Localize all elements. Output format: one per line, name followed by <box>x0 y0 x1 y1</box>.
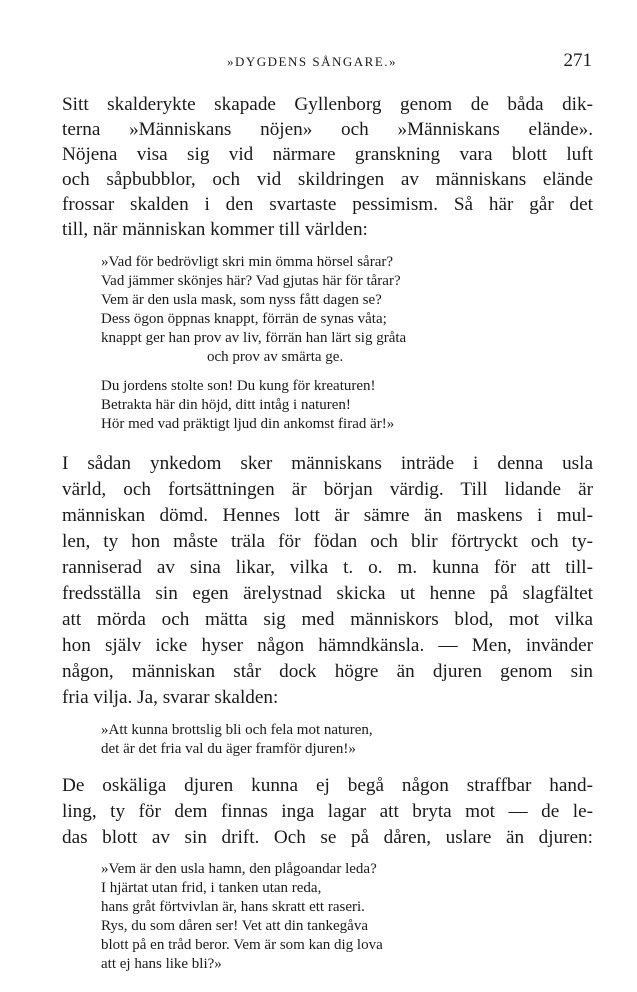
text-line: frossar skalden i den svartaste pessimism. Så här går det <box>62 194 593 215</box>
verse-line: Hör med vad präktigt ljud din ankomst firad är!» <box>101 416 395 432</box>
verse-line: Rys, du som dåren ser! Vet att din tankegåva <box>101 918 368 934</box>
verse-line: Du jordens stolte son! Du kung för kreaturen! <box>101 378 376 394</box>
text-line: fredsställa sin egen ärelystnad skicka ut henne på slagfältet <box>62 583 593 604</box>
text-line: till, när människan kommer till världen: <box>62 219 368 240</box>
text-line: ranniserad av sina likar, vilka t. o. m. kunna för att till- <box>62 557 593 578</box>
text-line: len, ty hon måste träla för födan och blir förtryckt och ty- <box>62 531 593 552</box>
verse-line: och prov av smärta ge. <box>207 349 344 365</box>
verse-line: Vad jämmer skönjes här? Vad gjutas här för tårar? <box>101 273 401 289</box>
text-line: och såpbubblor, och vid skildringen av människans elände <box>62 169 593 190</box>
verse-line: Vem är den usla mask, som nyss fått dagen se? <box>101 292 382 308</box>
text-line: das blott av sin drift. Och se på dåren, uslare än djuren: <box>62 827 593 848</box>
text-line: fria vilja. Ja, svarar skalden: <box>62 687 279 708</box>
text-line: Sitt skalderykte skapade Gyllenborg genom de båda dik- <box>62 94 593 115</box>
text-line: hon själv icke hyser någon hämndkänsla. — Men, invänder <box>62 635 593 656</box>
text-line: Nöjena visa sig vid närmare granskning vara blott luft <box>62 144 593 165</box>
verse-line: »Vad för bedrövligt skri min ömma hörsel sårar? <box>101 254 394 270</box>
verse-line: »Vem är den usla hamn, den plågoandar leda? <box>101 861 377 877</box>
text-line: De oskäliga djuren kunna ej begå någon straffbar hand- <box>62 775 593 796</box>
text-line: att mörda och mätta sig med människors blod, mot vilka <box>62 609 593 630</box>
verse-line: knappt ger han prov av liv, förrän han lärt sig gråta <box>101 330 407 346</box>
verse-line: Dess ögon öppnas knappt, förrän de synas våta; <box>101 311 387 327</box>
text-line: terna »Människans nöjen» och »Människans elände». <box>62 119 593 140</box>
text-line: ling, ty för dem finnas inga lagar att bryta mot — de le- <box>62 801 593 822</box>
page-number: 271 <box>563 50 592 71</box>
verse-line: Betrakta här din höjd, ditt intåg i naturen! <box>101 397 351 413</box>
verse-line: »Att kunna brottslig bli och fela mot naturen, <box>101 722 373 738</box>
running-title: »DYGDENS SÅNGARE.» <box>227 54 398 69</box>
page-header <box>62 50 592 74</box>
text-line: någon, människan står dock högre än djuren genom sin <box>62 661 593 682</box>
verse-line: att ej hans like bli?» <box>101 956 222 972</box>
verse-line: det är det fria val du äger framför djuren!» <box>101 741 356 757</box>
text-line: I sådan ynkedom sker människans inträde i denna usla <box>62 453 593 474</box>
text-line: värld, och fortsättningen är början värdig. Till lidande är <box>62 479 593 500</box>
verse-line: hans gråt förtvivlan är, hans skratt ett raseri. <box>101 899 365 915</box>
text-line: människan dömd. Hennes lott är sämre än maskens i mul- <box>62 505 593 526</box>
verse-line: blott på en tråd beror. Vem är som kan dig lova <box>101 937 383 953</box>
verse-line: I hjärtat utan frid, i tanken utan reda, <box>101 880 322 896</box>
